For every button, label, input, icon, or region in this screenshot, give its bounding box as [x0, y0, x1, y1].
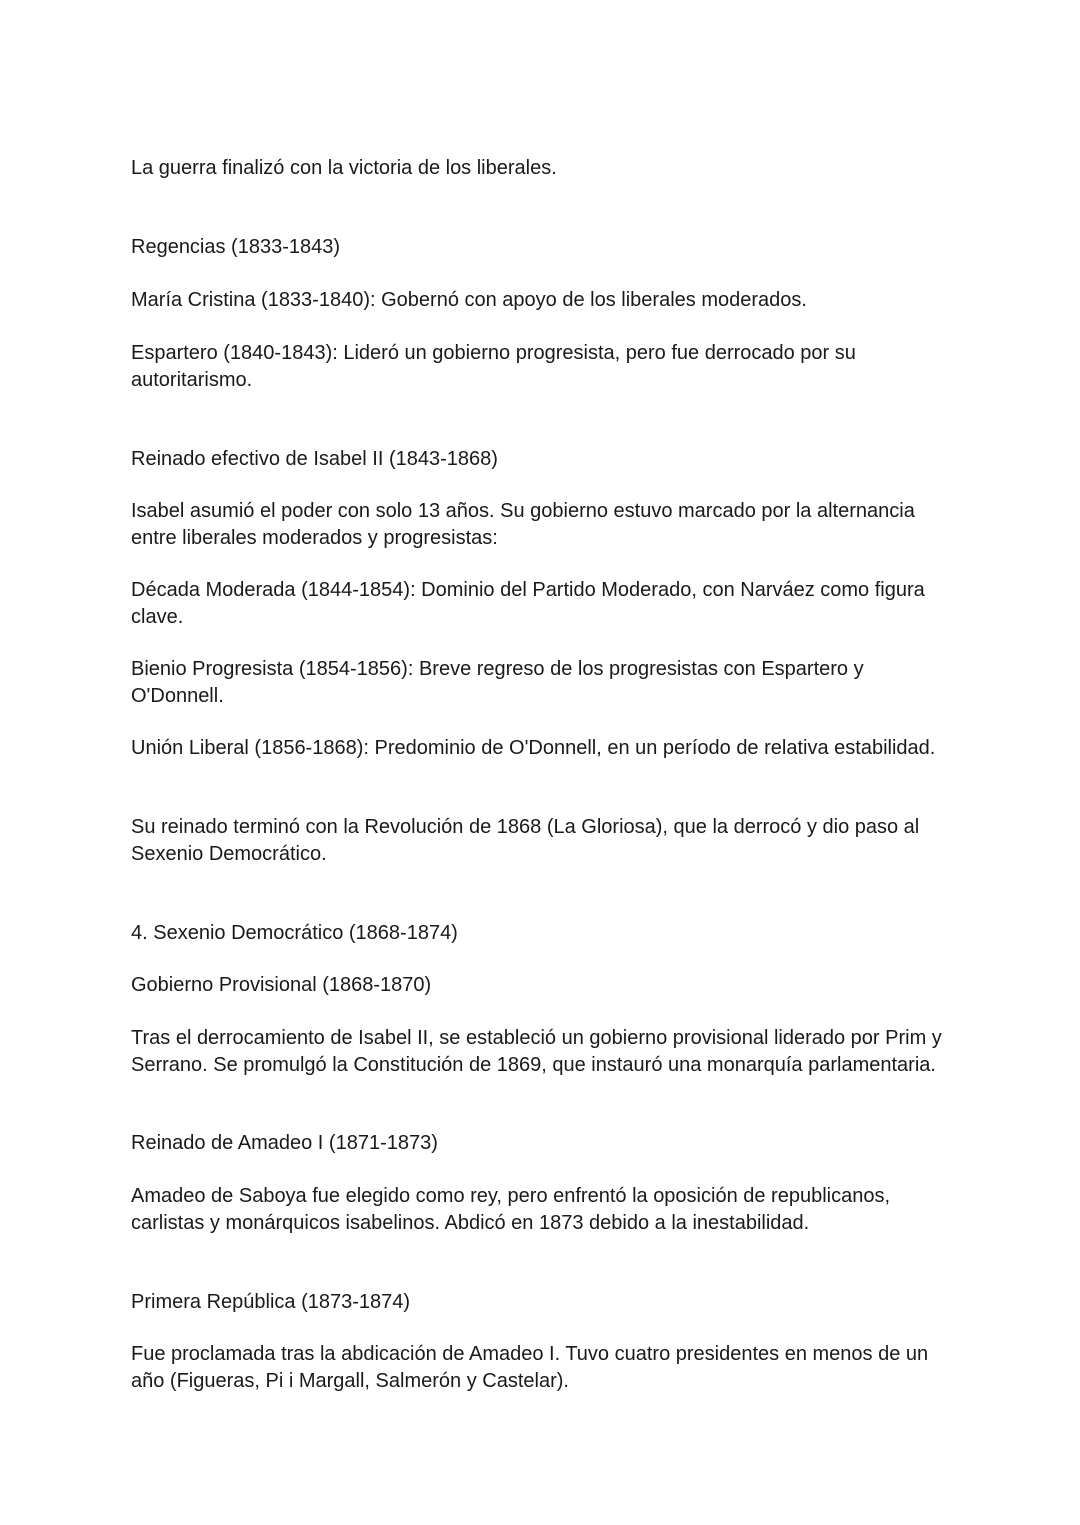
- paragraph-primera-republica: Fue proclamada tras la abdicación de Amadeo I. Tuvo cuatro presidentes en menos de un año (Figueras, Pi i Margall, Salmerón y Castelar).: [131, 1343, 929, 1392]
- heading-sexenio: 4. Sexenio Democrático (1868-1874): [131, 922, 458, 944]
- paragraph-espartero: Espartero (1840-1843): Lideró un gobierno progresista, pero fue derrocado por su autoritarismo.: [131, 342, 856, 391]
- paragraph-isabel-intro: Isabel asumió el poder con solo 13 años. Su gobierno estuvo marcado por la alternancia entre liberales moderados y progresistas:: [131, 500, 915, 549]
- heading-isabel-ii: Reinado efectivo de Isabel II (1843-1868): [131, 448, 498, 470]
- paragraph-amadeo: Amadeo de Saboya fue elegido como rey, pero enfrentó la oposición de republicanos, carlistas y monárquicos isabelinos. Abdicó en 1873 debido a la inestabilidad.: [131, 1185, 891, 1234]
- heading-regencias: Regencias (1833-1843): [131, 236, 341, 258]
- paragraph-decada-moderada: Década Moderada (1844-1854): Dominio del Partido Moderado, con Narváez como figura clave.: [131, 579, 925, 628]
- heading-gobierno-provisional: Gobierno Provisional (1868-1870): [131, 974, 432, 996]
- paragraph-union-liberal: Unión Liberal (1856-1868): Predominio de O'Donnell, en un período de relativa estabilidad.: [131, 737, 936, 759]
- paragraph-war-end: La guerra finalizó con la victoria de los liberales.: [131, 157, 557, 179]
- paragraph-bienio-progresista: Bienio Progresista (1854-1856): Breve regreso de los progresistas con Espartero y O'Donnell.: [131, 658, 864, 707]
- paragraph-maria-cristina: María Cristina (1833-1840): Gobernó con apoyo de los liberales moderados.: [131, 289, 807, 311]
- heading-amadeo: Reinado de Amadeo I (1871-1873): [131, 1132, 438, 1154]
- paragraph-gobierno-provisional: Tras el derrocamiento de Isabel II, se estableció un gobierno provisional liderado por Prim y Serrano. Se promulgó la Constitución de 1869, que instauró una monarquía parlamentaria.: [131, 1027, 942, 1076]
- paragraph-gloriosa: Su reinado terminó con la Revolución de 1868 (La Gloriosa), que la derrocó y dio paso al Sexenio Democrático.: [131, 816, 920, 865]
- heading-primera-republica: Primera República (1873-1874): [131, 1291, 411, 1313]
